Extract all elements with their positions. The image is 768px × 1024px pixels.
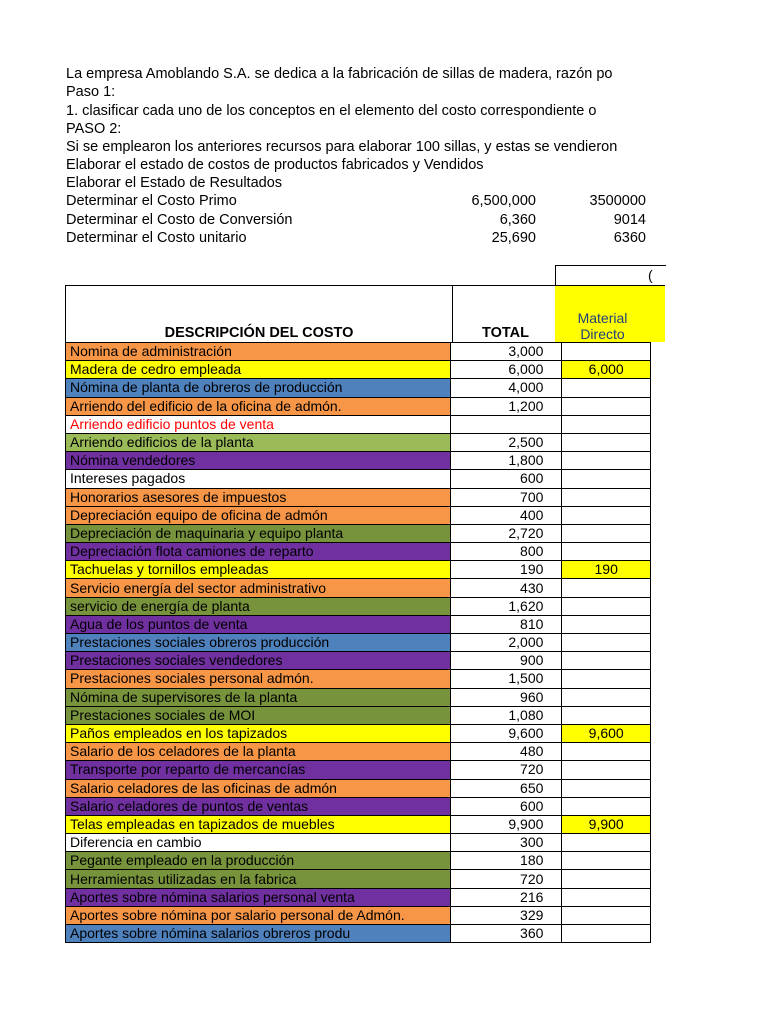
intro-line: Elaborar el Estado de Resultados <box>66 175 283 191</box>
material-directo-cell[interactable]: 6,000 <box>562 361 651 379</box>
cost-total-cell[interactable]: 810 <box>450 615 562 633</box>
header-total-cell <box>451 285 556 342</box>
determinar-label: Determinar el Costo unitario <box>66 230 247 246</box>
table-row <box>66 834 651 852</box>
material-directo-cell[interactable] <box>562 706 651 724</box>
cost-total-cell[interactable]: 1,080 <box>450 706 562 724</box>
table-row <box>66 797 651 815</box>
cost-description-cell[interactable]: Diferencia en cambio <box>66 834 451 852</box>
cost-description-cell[interactable]: Telas empleadas en tapizados de muebles <box>66 815 451 833</box>
cost-description-cell[interactable]: Agua de los puntos de venta <box>66 615 451 633</box>
cost-description-cell[interactable]: Salario celadores de puntos de ventas <box>66 797 451 815</box>
material-directo-cell[interactable] <box>562 743 651 761</box>
material-directo-cell[interactable] <box>562 761 651 779</box>
table-row <box>66 433 651 451</box>
material-directo-cell[interactable] <box>562 870 651 888</box>
cost-total-cell[interactable]: 190 <box>450 561 562 579</box>
cost-description-cell[interactable]: Arriendo edificios de la planta <box>66 433 451 451</box>
material-directo-cell[interactable] <box>562 925 651 943</box>
material-directo-cell[interactable]: 9,900 <box>562 815 651 833</box>
cost-description-cell[interactable]: Nómina de planta de obreros de producción <box>66 379 451 397</box>
cost-total-cell[interactable]: 9,900 <box>450 815 562 833</box>
cost-total-cell[interactable]: 960 <box>450 688 562 706</box>
table-row <box>66 925 651 943</box>
cost-total-cell[interactable]: 9,600 <box>450 724 562 742</box>
cost-description-cell[interactable]: Madera de cedro empleada <box>66 361 451 379</box>
material-directo-cell[interactable] <box>562 343 651 361</box>
determinar-value-2: 3500000 <box>589 193 646 209</box>
cost-total-cell[interactable]: 2,500 <box>450 433 562 451</box>
intro-line: PASO 2: <box>66 121 122 137</box>
table-row <box>66 597 651 615</box>
cost-description-cell[interactable]: Depreciación flota camiones de reparto <box>66 543 451 561</box>
cost-total-cell[interactable] <box>450 415 562 433</box>
material-directo-cell[interactable] <box>562 634 651 652</box>
cost-description-cell[interactable]: Salario celadores de las oficinas de admón <box>66 779 451 797</box>
intro-line: La empresa Amoblando S.A. se dedica a la fabricación de sillas de madera, razón po <box>66 66 613 82</box>
material-directo-cell[interactable] <box>562 852 651 870</box>
cost-description-cell[interactable]: Aportes sobre nómina por salario personal de Admón. <box>66 906 451 924</box>
cost-description-cell[interactable]: Nómina vendedores <box>66 452 451 470</box>
cost-total-cell[interactable]: 6,000 <box>450 361 562 379</box>
determinar-label: Determinar el Costo Primo <box>66 193 237 209</box>
cost-total-cell[interactable]: 329 <box>450 906 562 924</box>
determinar-value-2: 6360 <box>613 230 646 246</box>
material-directo-cell[interactable]: 190 <box>562 561 651 579</box>
cost-description-cell[interactable]: Depreciación equipo de oficina de admón <box>66 506 451 524</box>
cost-description-cell[interactable]: Prestaciones sociales vendedores <box>66 652 451 670</box>
header-total: TOTAL <box>482 325 529 341</box>
material-directo-cell[interactable] <box>562 452 651 470</box>
header-material-directo-cell <box>555 285 665 342</box>
cost-total-cell[interactable]: 1,200 <box>450 397 562 415</box>
table-row <box>66 379 651 397</box>
table-row <box>66 343 651 361</box>
cost-description-cell[interactable]: Servicio energía del sector administrativo <box>66 579 451 597</box>
material-directo-cell[interactable] <box>562 579 651 597</box>
table-row <box>66 870 651 888</box>
material-directo-cell[interactable]: 9,600 <box>562 724 651 742</box>
table-row <box>66 397 651 415</box>
determinar-value-2: 9014 <box>613 212 646 228</box>
header-material-line-2: Directo <box>580 326 625 342</box>
material-directo-cell[interactable] <box>562 779 651 797</box>
cost-description-cell[interactable]: Transporte por reparto de mercancías <box>66 761 451 779</box>
cost-total-cell[interactable]: 600 <box>450 797 562 815</box>
material-directo-cell[interactable] <box>562 470 651 488</box>
material-directo-cell[interactable] <box>562 524 651 542</box>
material-directo-cell[interactable] <box>562 615 651 633</box>
table-row <box>66 670 651 688</box>
cost-description-cell[interactable]: Prestaciones sociales de MOI <box>66 706 451 724</box>
cost-description-cell[interactable]: Nómina de supervisores de la planta <box>66 688 451 706</box>
cost-description-cell[interactable]: Arriendo del edificio de la oficina de admón. <box>66 397 451 415</box>
determinar-value-1: 6,500,000 <box>471 193 536 209</box>
table-row <box>66 615 651 633</box>
cost-total-cell[interactable]: 1,500 <box>450 670 562 688</box>
table-row <box>66 634 651 652</box>
cost-total-cell[interactable]: 180 <box>450 852 562 870</box>
cost-total-cell[interactable]: 430 <box>450 579 562 597</box>
cost-total-cell[interactable]: 1,620 <box>450 597 562 615</box>
cost-description-cell[interactable]: Honorarios asesores de impuestos <box>66 488 451 506</box>
cost-total-cell[interactable]: 1,800 <box>450 452 562 470</box>
table-row <box>66 706 651 724</box>
table-row <box>66 579 651 597</box>
header-description-cell <box>65 285 453 342</box>
material-directo-cell[interactable] <box>562 488 651 506</box>
header-description: DESCRIPCIÓN DEL COSTO <box>164 325 354 341</box>
cost-total-cell[interactable]: 400 <box>450 506 562 524</box>
table-row <box>66 888 651 906</box>
table-row <box>66 724 651 742</box>
material-directo-cell[interactable] <box>562 688 651 706</box>
cost-total-cell[interactable]: 480 <box>450 743 562 761</box>
intro-line: Elaborar el estado de costos de productos fabricados y Vendidos <box>66 157 484 173</box>
group-header-cell <box>555 265 666 286</box>
material-directo-cell[interactable] <box>562 433 651 451</box>
cost-total-cell[interactable]: 216 <box>450 888 562 906</box>
cost-description-cell[interactable]: Arriendo edificio puntos de venta <box>66 415 451 433</box>
intro-line: Si se emplearon los anteriores recursos para elaborar 100 sillas, y estas se vendieron <box>66 139 618 155</box>
material-directo-cell[interactable] <box>562 543 651 561</box>
table-row <box>66 524 651 542</box>
cost-description-cell[interactable]: Tachuelas y tornillos empleadas <box>66 561 451 579</box>
table-row <box>66 906 651 924</box>
material-directo-cell[interactable] <box>562 379 651 397</box>
cost-total-cell[interactable]: 3,000 <box>450 343 562 361</box>
cost-total-cell[interactable]: 650 <box>450 779 562 797</box>
table-row <box>66 415 651 433</box>
table-row <box>66 815 651 833</box>
table-row <box>66 852 651 870</box>
intro-line: Paso 1: <box>66 84 116 100</box>
cost-total-cell[interactable]: 720 <box>450 870 562 888</box>
cost-table <box>65 342 651 943</box>
cost-description-cell[interactable]: Prestaciones sociales personal admón. <box>66 670 451 688</box>
cost-description-cell[interactable]: Salario de los celadores de la planta <box>66 743 451 761</box>
table-row <box>66 688 651 706</box>
table-row <box>66 361 651 379</box>
group-header-text: ( <box>648 267 653 283</box>
cost-description-cell[interactable]: Pegante empleado en la producción <box>66 852 451 870</box>
cost-total-cell[interactable]: 800 <box>450 543 562 561</box>
cost-description-cell[interactable]: Depreciación de maquinaria y equipo planta <box>66 524 451 542</box>
cost-description-cell[interactable]: Aportes sobre nómina salarios obreros produ <box>66 925 451 943</box>
material-directo-cell[interactable] <box>562 506 651 524</box>
determinar-value-1: 6,360 <box>499 212 536 228</box>
table-row <box>66 452 651 470</box>
cost-total-cell[interactable]: 2,720 <box>450 524 562 542</box>
material-directo-cell[interactable] <box>562 670 651 688</box>
cost-description-cell[interactable]: Prestaciones sociales obreros producción <box>66 634 451 652</box>
table-row <box>66 561 651 579</box>
material-directo-cell[interactable] <box>562 906 651 924</box>
cost-description-cell[interactable]: Aportes sobre nómina salarios personal venta <box>66 888 451 906</box>
cost-total-cell[interactable]: 720 <box>450 761 562 779</box>
material-directo-cell[interactable] <box>562 597 651 615</box>
cost-description-cell[interactable]: Paños empleados en los tapizados <box>66 724 451 742</box>
table-row <box>66 543 651 561</box>
table-row <box>66 761 651 779</box>
determinar-value-1: 25,690 <box>491 230 536 246</box>
material-directo-cell[interactable] <box>562 797 651 815</box>
material-directo-cell[interactable] <box>562 397 651 415</box>
cost-description-cell[interactable]: Herramientas utilizadas en la fabrica <box>66 870 451 888</box>
determinar-label: Determinar el Costo de Conversión <box>66 212 293 228</box>
cost-total-cell[interactable]: 600 <box>450 470 562 488</box>
table-row <box>66 470 651 488</box>
material-directo-cell[interactable] <box>562 415 651 433</box>
cost-description-cell[interactable]: servicio de energía de planta <box>66 597 451 615</box>
table-row <box>66 506 651 524</box>
table-row <box>66 743 651 761</box>
cost-total-cell[interactable]: 360 <box>450 925 562 943</box>
material-directo-cell[interactable] <box>562 888 651 906</box>
cost-total-cell[interactable]: 700 <box>450 488 562 506</box>
material-directo-cell[interactable] <box>562 834 651 852</box>
cost-total-cell[interactable]: 2,000 <box>450 634 562 652</box>
cost-total-cell[interactable]: 4,000 <box>450 379 562 397</box>
cost-description-cell[interactable]: Nomina de administración <box>66 343 451 361</box>
material-directo-cell[interactable] <box>562 652 651 670</box>
table-row <box>66 779 651 797</box>
cost-total-cell[interactable]: 300 <box>450 834 562 852</box>
table-row <box>66 652 651 670</box>
intro-line: 1. clasificar cada uno de los conceptos en el elemento del costo correspondiente o <box>66 103 597 119</box>
cost-description-cell[interactable]: Intereses pagados <box>66 470 451 488</box>
cost-total-cell[interactable]: 900 <box>450 652 562 670</box>
header-material-line-1: Material <box>577 310 628 326</box>
table-row <box>66 488 651 506</box>
